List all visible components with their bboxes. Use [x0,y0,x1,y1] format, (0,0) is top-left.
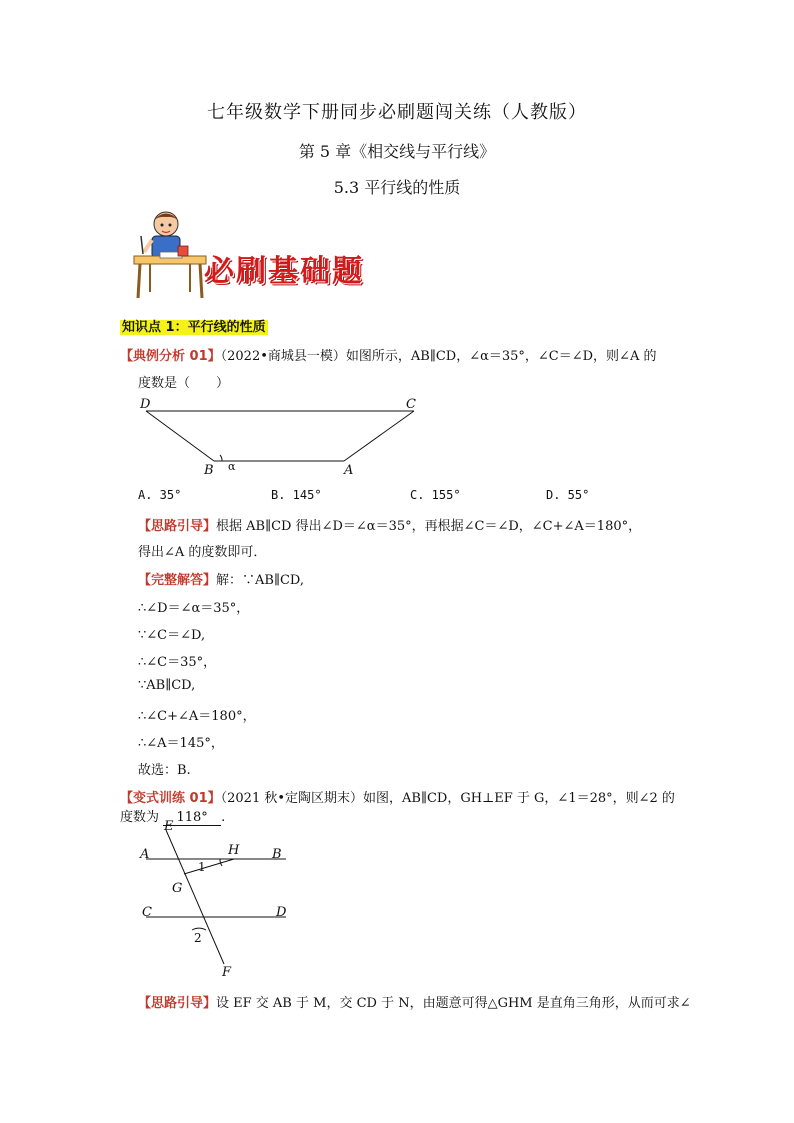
variant-text-1: （2021 秋•定陶区期末）如图，AB∥CD，GH⊥EF 于 G，∠1＝28°，则∠2 的 [220,791,675,806]
label-alpha: α [228,460,236,473]
choice-c: C. 155° [410,488,461,502]
banner-title: 必刷基础题 [204,254,364,289]
label-angle-2: 2 [194,931,202,945]
answer-line-6: ∴∠A＝145°， [138,736,224,751]
hint-line2: 得出∠A 的度数即可． [138,545,267,560]
label-B2: B [272,847,282,862]
trapezoid-figure [130,392,430,482]
label-D2: D [276,905,287,920]
label-A2: A [140,847,150,862]
variant-tag: 【变式训练 01】 [120,791,221,806]
variant-text-2: 度数为 [120,810,160,825]
variant-text-2-end: . [221,810,226,825]
section-title: 5.3 平行线的性质 [333,178,461,197]
choice-d: D. 55° [546,488,590,502]
answer-line-5: ∴∠C+∠A＝180°， [138,709,256,724]
variant-hint-line1 [138,992,691,1011]
hint-text-1: 根据 AB∥CD 得出∠D＝∠α＝35°，再根据∠C＝∠D，∠C+∠A＝180°， [216,519,642,534]
answer-text-0: 解：∵AB∥CD, [216,573,305,588]
label-B: B [204,463,214,478]
variant-hint-text-1: 设 EF 交 AB 于 M，交 CD 于 N，由题意可得△GHM 是直角三角形，从而可求∠ [216,996,691,1011]
chapter-title: 第 5 章《相交线与平行线》 [298,142,496,161]
example-text-1: （2022•商城县一模）如图所示，AB∥CD，∠α＝35°，∠C＝∠D，则∠A 的 [220,349,657,364]
label-angle-1: 1 [198,860,206,874]
label-C: C [406,397,416,412]
choice-b: B. 145° [271,488,322,502]
label-C2: C [142,905,152,920]
variant-question-line1 [120,787,675,806]
variant-hint-tag: 【思路引导】 [138,996,217,1011]
answer-line-3: ∴∠C＝35°， [138,655,217,670]
parallel-lines-figure [134,818,294,980]
answer-line-1: ∴∠D＝∠α＝35°， [138,601,250,616]
label-A: A [344,463,354,478]
label-H: H [228,843,240,858]
student-desk-illustration [130,208,210,300]
hint-tag: 【思路引导】 [138,519,217,534]
answer-line-2: ∵∠C＝∠D, [138,628,206,643]
knowledge-point-label: 知识点 1：平行线的性质 [122,320,266,335]
label-G: G [172,881,183,896]
label-F: F [222,965,232,980]
answer-line-4: ∵AB∥CD, [138,678,196,693]
answer-line-0 [138,569,304,588]
label-E: E [164,819,174,834]
label-D: D [140,397,151,412]
answer-line-7: 故选：B. [138,763,191,778]
example-tag: 【典例分析 01】 [120,349,221,364]
choice-a: A. 35° [138,488,182,502]
answer-tag: 【完整解答】 [138,573,217,588]
answer-blank: 118° [163,810,221,826]
knowledge-point [120,316,268,335]
example-question-line1 [120,345,656,364]
example-question-line2: 度数是（ ） [138,376,230,391]
hint-line1 [138,515,641,534]
document-title: 七年级数学下册同步必刷题闯关练（人教版） [207,102,587,123]
